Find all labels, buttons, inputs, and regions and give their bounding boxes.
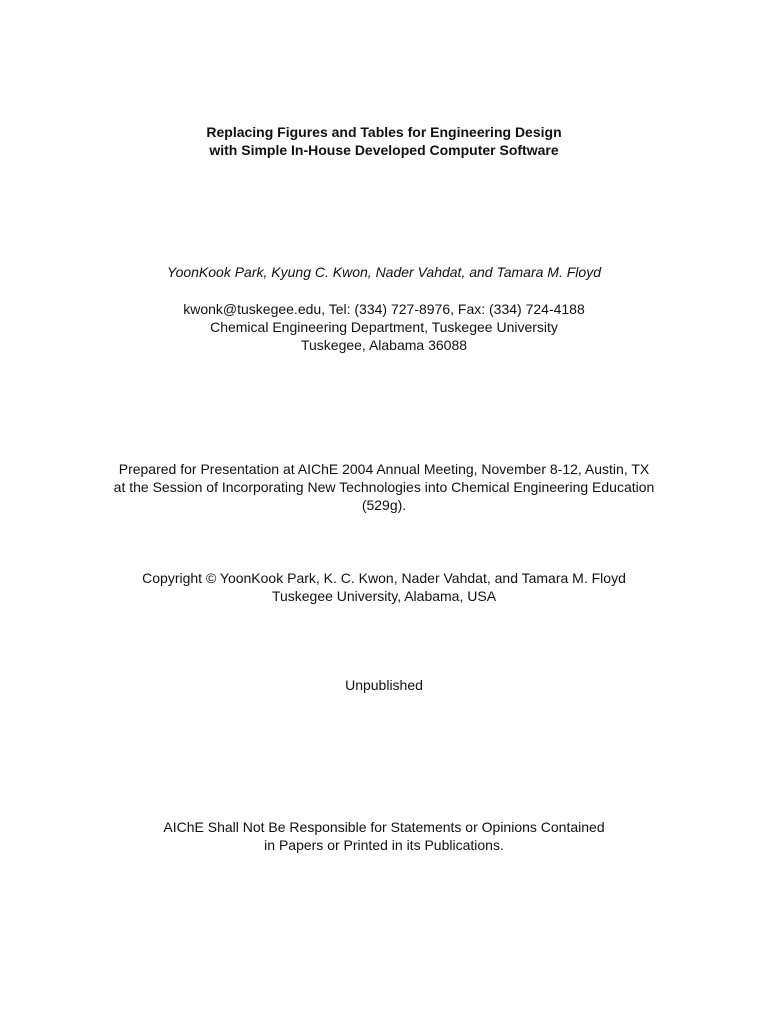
copyright-line-1: Copyright © YoonKook Park, K. C. Kwon, Nader Vahdat, and Tamara M. Floyd	[142, 570, 626, 586]
presentation-line-1: Prepared for Presentation at AIChE 2004 Annual Meeting, November 8-12, Austin, TX	[118, 461, 650, 477]
publication-status: Unpublished	[345, 677, 423, 693]
contact-department: Chemical Engineering Department, Tuskegee University	[210, 319, 558, 335]
contact-email-phone: kwonk@tuskegee.edu, Tel: (334) 727-8976, Fax: (334) 724-4188	[183, 301, 585, 317]
presentation-line-2: at the Session of Incorporating New Technologies into Chemical Engineering Education	[113, 479, 655, 495]
presentation-line-3: (529g).	[361, 497, 407, 513]
copyright-line-2: Tuskegee University, Alabama, USA	[271, 588, 497, 604]
presentation-note	[0, 460, 768, 514]
copyright-notice	[0, 569, 768, 605]
contact-address: Tuskegee, Alabama 36088	[300, 337, 468, 353]
contact-info	[0, 300, 768, 354]
author-list: YoonKook Park, Kyung C. Kwon, Nader Vahdat, and Tamara M. Floyd	[167, 264, 601, 280]
disclaimer	[0, 818, 768, 854]
paper-title	[0, 123, 768, 159]
title-line-1: Replacing Figures and Tables for Engineering Design	[206, 124, 562, 140]
disclaimer-line-1: AIChE Shall Not Be Responsible for Statements or Opinions Contained	[163, 819, 605, 835]
disclaimer-line-2: in Papers or Printed in its Publications.	[264, 837, 504, 853]
title-line-2: with Simple In-House Developed Computer Software	[209, 142, 559, 158]
